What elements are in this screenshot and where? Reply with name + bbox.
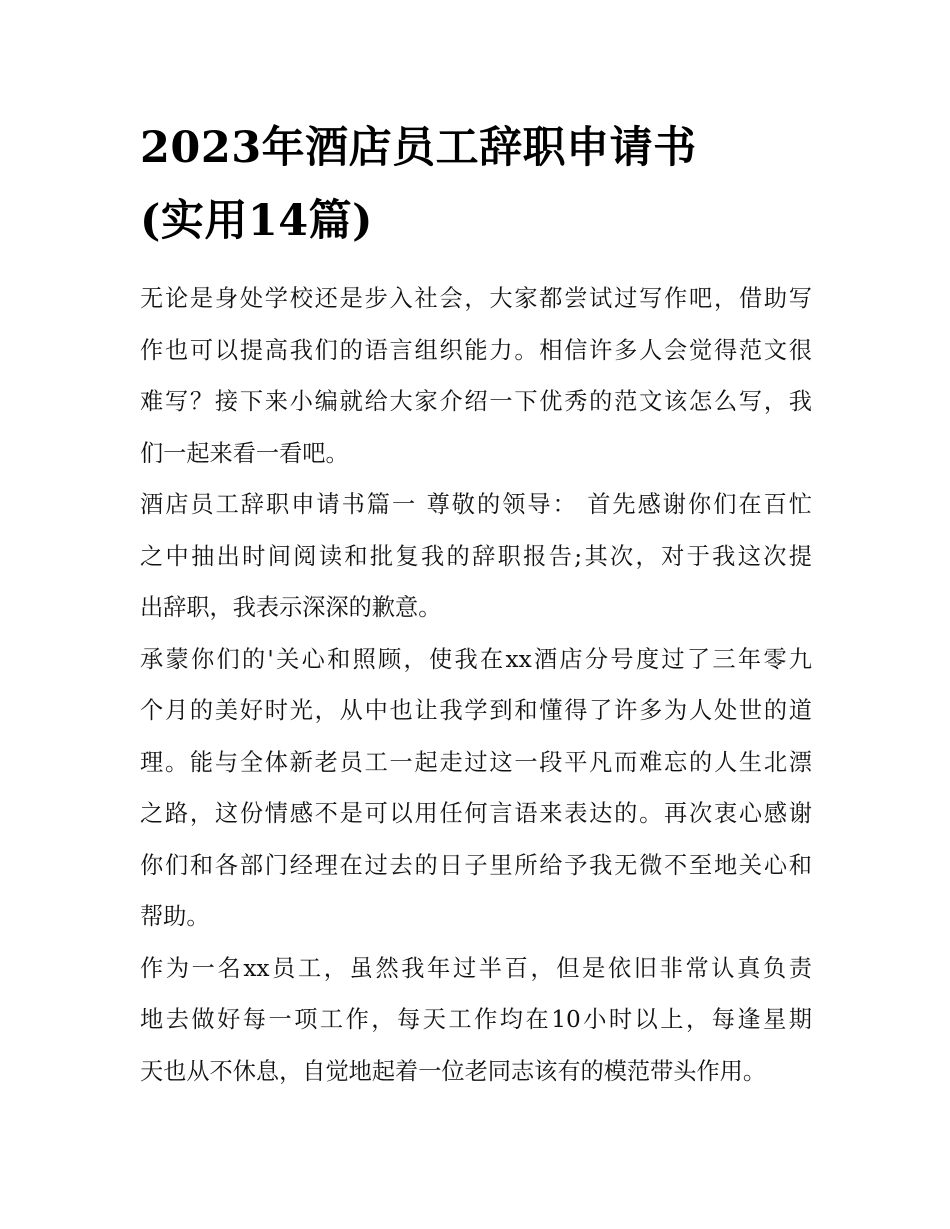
text-line: 出辞职，我表示深深的歉意。 [140,594,442,621]
title-line: 2023年酒店员工辞职申请书 [140,123,697,173]
gratitude-paragraph [140,634,812,943]
text-line: 帮助。 [140,903,210,930]
section-one-paragraph [140,479,812,634]
text-line: 个月的美好时光，从中也让我学到和懂得了许多为人处世的道 [140,697,812,724]
title-line: (实用14篇) [140,196,374,246]
text-line: 作为一名xx员工，虽然我年过半百，但是依旧非常认真负责 [140,954,812,982]
text-line: 你们和各部门经理在过去的日子里所给予我无微不至地关心和 [140,851,812,879]
text-line: 作也可以提高我们的语言组织能力。相信许多人会觉得范文很 [140,336,812,364]
text-line: 酒店员工辞职申请书篇一 尊敬的领导： 首先感谢你们在百忙 [140,491,812,518]
work-paragraph [140,943,812,1098]
text-line: 之中抽出时间阅读和批复我的辞职报告;其次，对于我这次提 [140,542,812,570]
text-line: 地去做好每一项工作，每天工作均在10小时以上，每逢星期 [140,1006,812,1033]
text-line: 天也从不休息，自觉地起着一位老同志该有的模范带头作用。 [140,1057,767,1085]
text-line: 理。能与全体新老员工一起走过这一段平凡而难忘的人生北漂 [140,748,812,776]
text-line: 之路，这份情感不是可以用任何言语来表达的。再次衷心感谢 [140,800,812,827]
text-line: 难写？接下来小编就给大家介绍一下优秀的范文该怎么写，我 [140,388,812,415]
document-content [140,112,812,1097]
text-line: 无论是身处学校还是步入社会，大家都尝试过写作吧，借助写 [140,285,812,312]
text-line: 承蒙你们的'关心和照顾，使我在xx酒店分号度过了三年零九 [140,645,812,673]
intro-paragraph [140,273,812,479]
text-line: 们一起来看一看吧。 [140,439,349,467]
document-title [140,112,812,258]
document-body [140,273,812,1097]
